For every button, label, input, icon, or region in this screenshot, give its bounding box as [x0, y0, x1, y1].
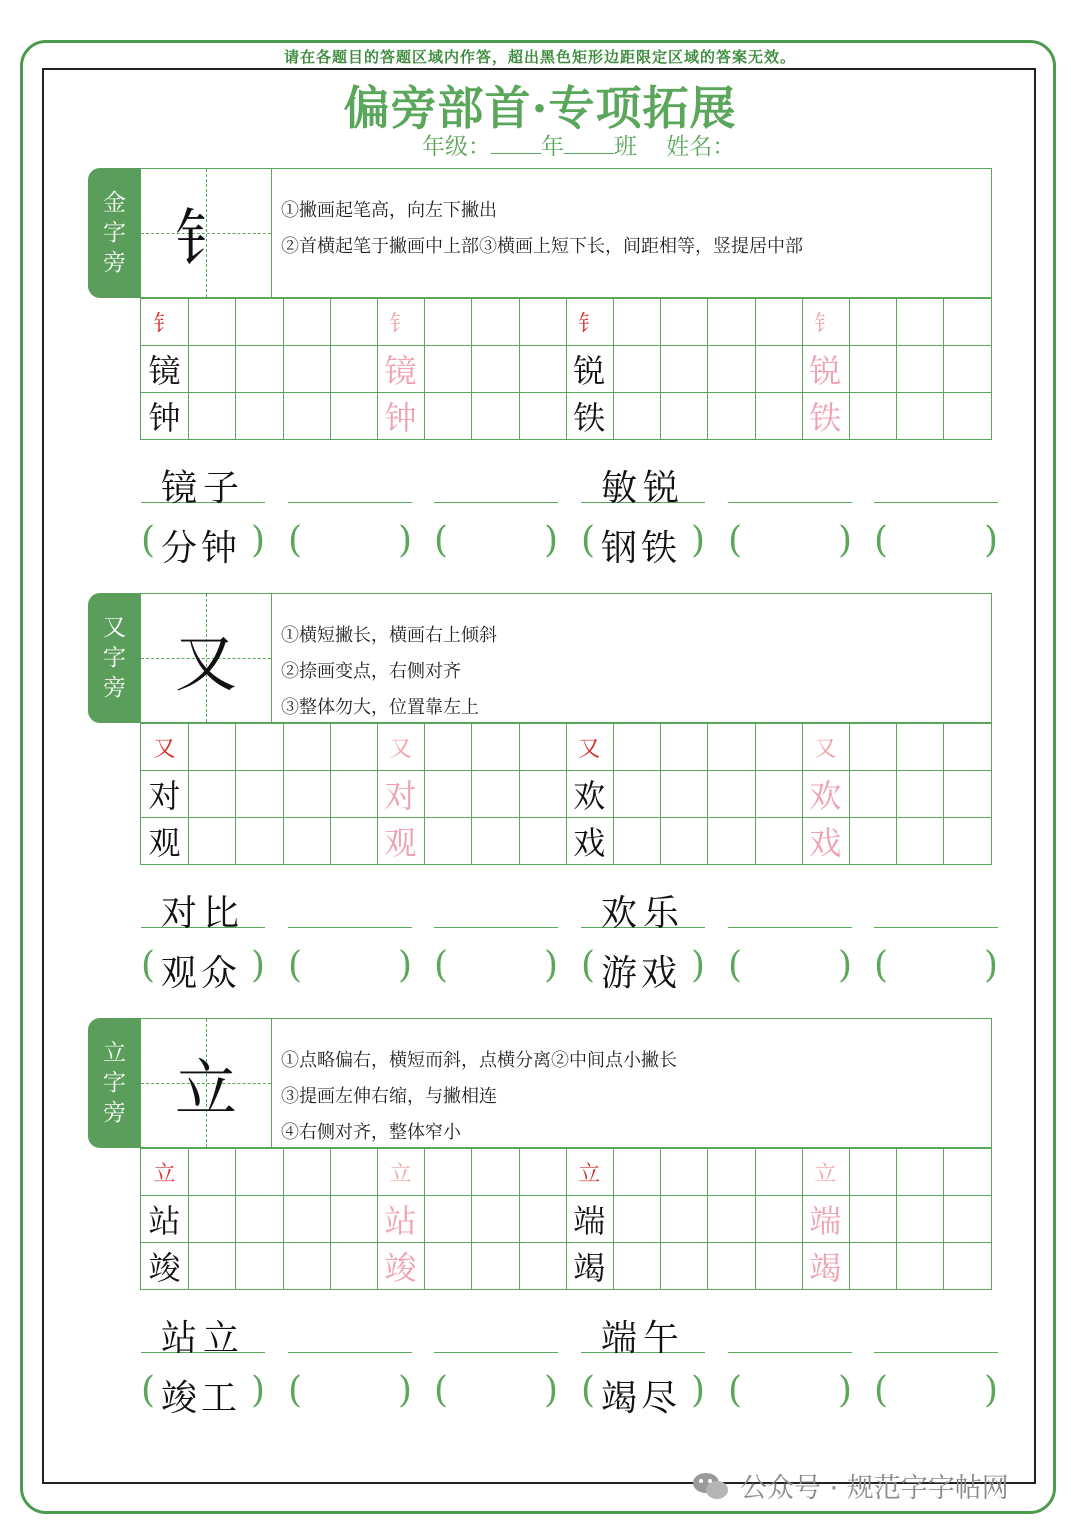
practice-radical: 又 [814, 737, 837, 762]
word-write-line[interactable] [288, 883, 412, 928]
year-label: 年 [541, 134, 564, 160]
paren-answer-blank[interactable] [896, 524, 982, 564]
paren-word: 竭尽 [601, 1378, 682, 1419]
name-label: 姓名： [666, 134, 736, 160]
paren-answer-blank[interactable] [456, 1374, 542, 1414]
paren-close: ) [838, 520, 853, 561]
practice-char: 钟 [384, 398, 417, 437]
tab-char: 立 [103, 1040, 126, 1066]
paren-close: ) [398, 520, 413, 561]
example-word: 端午 [600, 1318, 685, 1359]
tip-line: ③整体勿大，位置靠左上 [281, 697, 479, 718]
practice-char: 端 [809, 1201, 842, 1240]
practice-char: 戏 [573, 823, 606, 862]
paren-answer-blank[interactable] [896, 1374, 982, 1414]
writing-tips [281, 1043, 677, 1151]
example-word: 欢乐 [600, 893, 685, 934]
paren-close: ) [838, 945, 853, 986]
practice-radical: 立 [153, 1162, 176, 1187]
section-tab [88, 593, 141, 723]
practice-char: 镜 [384, 351, 417, 390]
radical-header-box [140, 1018, 992, 1148]
paren-open: ( [581, 1370, 596, 1411]
tab-char: 字 [103, 1070, 126, 1096]
paren-open: ( [434, 1370, 449, 1411]
paren-answer-blank[interactable] [456, 524, 542, 564]
practice-char: 竭 [809, 1248, 842, 1287]
tab-char: 旁 [103, 250, 126, 276]
student-info-line [422, 128, 735, 161]
paren-open: ( [581, 945, 596, 986]
watermark [692, 1466, 1009, 1505]
paren-close: ) [544, 945, 559, 986]
tip-line: ②首横起笔于撇画中上部③横画上短下长，间距相等，竖提居中部 [281, 236, 803, 257]
radical-demo-cell [141, 594, 272, 722]
class-blank[interactable] [564, 133, 614, 154]
tab-char: 又 [103, 615, 126, 641]
word-write-line[interactable] [288, 458, 412, 503]
paren-close: ) [984, 945, 999, 986]
paren-close: ) [251, 520, 266, 561]
radical-demo-cell [141, 1019, 272, 1147]
paren-close: ) [544, 520, 559, 561]
practice-grid [140, 723, 992, 865]
practice-char: 铁 [809, 398, 842, 437]
tip-line: ①点略偏右，横短而斜，点横分离②中间点小撇长 [281, 1050, 677, 1071]
practice-radical: 立 [578, 1162, 601, 1187]
practice-radical: 立 [814, 1162, 837, 1187]
paren-answer-blank[interactable] [750, 524, 836, 564]
tip-line: ②捺画变点，右侧对齐 [281, 661, 461, 682]
paren-open: ( [141, 520, 156, 561]
paren-close: ) [984, 1370, 999, 1411]
practice-char: 站 [148, 1201, 181, 1240]
paren-open: ( [874, 520, 889, 561]
practice-char: 对 [148, 776, 181, 815]
writing-tips [281, 193, 803, 265]
word-write-line[interactable] [434, 1308, 558, 1353]
tab-char: 金 [103, 190, 126, 216]
paren-close: ) [251, 1370, 266, 1411]
practice-char: 站 [384, 1201, 417, 1240]
paren-close: ) [398, 945, 413, 986]
paren-open: ( [581, 520, 596, 561]
word-write-line[interactable] [874, 883, 998, 928]
radical-demo-glyph: 钅 [174, 201, 237, 275]
paren-close: ) [838, 1370, 853, 1411]
word-write-line[interactable] [874, 458, 998, 503]
section-tab [88, 1018, 141, 1148]
paren-open: ( [288, 945, 303, 986]
paren-close: ) [984, 520, 999, 561]
paren-open: ( [288, 520, 303, 561]
practice-char: 欢 [573, 776, 606, 815]
page-title: 偏旁部首·专项拓展 [343, 81, 737, 135]
paren-open: ( [728, 945, 743, 986]
example-word: 敏锐 [600, 468, 685, 509]
watermark-text: 公众号 · 规范字字帖网 [740, 1473, 1009, 1504]
tab-char: 字 [103, 220, 126, 246]
word-write-line[interactable] [434, 883, 558, 928]
radical-demo-glyph: 立 [174, 1051, 237, 1125]
practice-char: 镜 [148, 351, 181, 390]
practice-char: 铁 [573, 398, 606, 437]
paren-open: ( [141, 945, 156, 986]
paren-answer-blank[interactable] [310, 524, 396, 564]
practice-char: 对 [384, 776, 417, 815]
word-write-line[interactable] [434, 458, 558, 503]
paren-answer-blank[interactable] [896, 949, 982, 989]
practice-grid [140, 298, 992, 440]
tab-char: 字 [103, 645, 126, 671]
paren-close: ) [251, 945, 266, 986]
paren-answer-blank[interactable] [750, 1374, 836, 1414]
class-label: 班 [614, 134, 637, 160]
practice-char: 观 [148, 823, 181, 862]
paren-word: 分钟 [161, 528, 242, 569]
radical-header-box [140, 168, 992, 298]
word-write-line[interactable] [874, 1308, 998, 1353]
word-write-line[interactable] [288, 1308, 412, 1353]
paren-open: ( [288, 1370, 303, 1411]
wechat-icon [692, 1471, 730, 1501]
paren-word: 钢铁 [601, 528, 682, 569]
paren-open: ( [728, 1370, 743, 1411]
paren-close: ) [691, 1370, 706, 1411]
paren-answer-blank[interactable] [310, 1374, 396, 1414]
practice-char: 欢 [809, 776, 842, 815]
example-word: 站立 [160, 1318, 245, 1359]
word-write-line[interactable] [728, 458, 852, 503]
paren-close: ) [691, 520, 706, 561]
paren-close: ) [691, 945, 706, 986]
practice-radical: 立 [389, 1162, 412, 1187]
paren-close: ) [398, 1370, 413, 1411]
practice-char: 钟 [148, 398, 181, 437]
answer-notice: 请在各题目的答题区域内作答，超出黑色矩形边距限定区域的答案无效。 [283, 48, 796, 66]
practice-radical: 又 [389, 737, 412, 762]
practice-char: 竭 [573, 1248, 606, 1287]
paren-word: 竣工 [161, 1378, 242, 1419]
practice-char: 戏 [809, 823, 842, 862]
practice-radical: 钅 [153, 312, 176, 337]
practice-radical: 钅 [389, 312, 412, 337]
practice-char: 竣 [148, 1248, 181, 1287]
paren-open: ( [141, 1370, 156, 1411]
tip-line: ④右侧对齐，整体窄小 [281, 1122, 461, 1143]
practice-radical: 钅 [814, 312, 837, 337]
section-tab [88, 168, 141, 298]
practice-char: 锐 [573, 351, 606, 390]
radical-header-box [140, 593, 992, 723]
grade-blank[interactable] [491, 133, 541, 154]
practice-radical: 又 [578, 737, 601, 762]
tab-char: 旁 [103, 675, 126, 701]
radical-demo-cell [141, 169, 272, 297]
example-word: 对比 [160, 893, 245, 934]
paren-open: ( [874, 1370, 889, 1411]
practice-radical: 钅 [578, 312, 601, 337]
paren-word: 游戏 [601, 953, 682, 994]
writing-tips [281, 618, 497, 726]
word-write-line[interactable] [728, 1308, 852, 1353]
paren-open: ( [434, 945, 449, 986]
paren-answer-blank[interactable] [310, 949, 396, 989]
paren-open: ( [728, 520, 743, 561]
paren-open: ( [434, 520, 449, 561]
paren-open: ( [874, 945, 889, 986]
practice-char: 观 [384, 823, 417, 862]
practice-radical: 又 [153, 737, 176, 762]
practice-char: 端 [573, 1201, 606, 1240]
tip-line: ①撇画起笔高，向左下撇出 [281, 200, 497, 221]
radical-demo-glyph: 又 [174, 626, 237, 700]
paren-close: ) [544, 1370, 559, 1411]
practice-char: 锐 [809, 351, 842, 390]
paren-answer-blank[interactable] [456, 949, 542, 989]
paren-word: 观众 [161, 953, 242, 994]
example-word: 镜子 [160, 468, 245, 509]
tip-line: ①横短撇长，横画右上倾斜 [281, 625, 497, 646]
paren-answer-blank[interactable] [750, 949, 836, 989]
word-write-line[interactable] [728, 883, 852, 928]
practice-grid [140, 1148, 992, 1290]
grade-label: 年级： [422, 134, 491, 160]
practice-char: 竣 [384, 1248, 417, 1287]
tab-char: 旁 [103, 1100, 126, 1126]
tip-line: ③提画左伸右缩，与撇相连 [281, 1086, 497, 1107]
